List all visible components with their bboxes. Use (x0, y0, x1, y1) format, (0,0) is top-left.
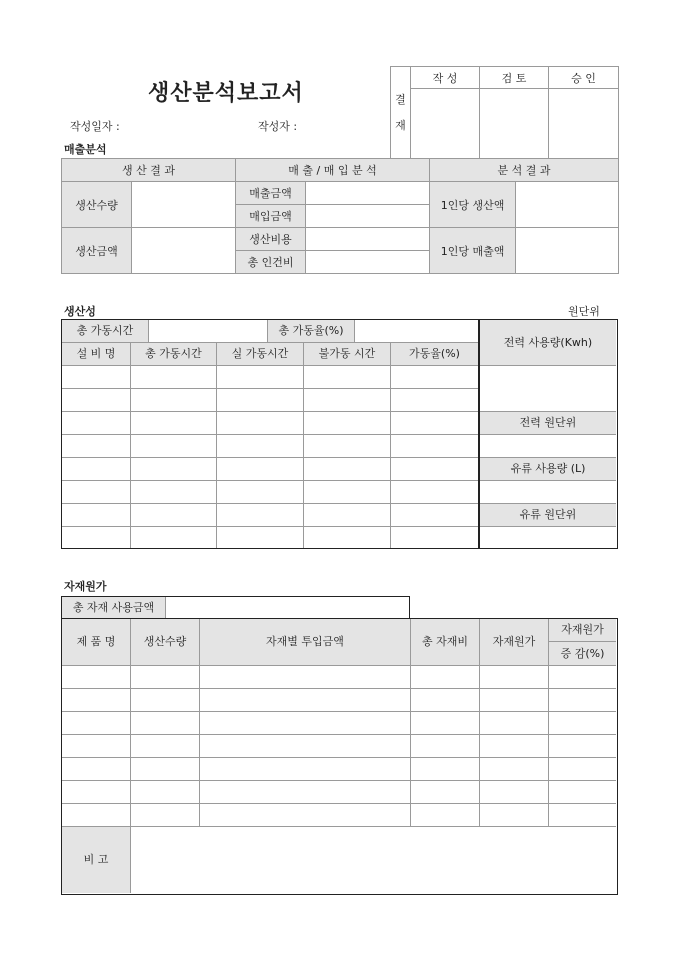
col-equipment-name: 설 비 명 (62, 343, 131, 366)
sales-amount-value[interactable] (306, 182, 430, 205)
col-total-time: 총 가동시간 (131, 343, 217, 366)
total-operating-time-label: 총 가동시간 (62, 320, 149, 343)
col-downtime: 불가동 시간 (304, 343, 391, 366)
oil-usage-label: 유류 사용량 (L) (480, 458, 616, 481)
sales-table (61, 158, 619, 274)
col-cost-change-top: 자재원가 (549, 619, 616, 642)
col-material-input: 자재별 투입금액 (200, 619, 411, 666)
table-row (62, 803, 616, 804)
approval-sign-approve[interactable] (549, 89, 619, 159)
table-row (62, 503, 478, 504)
col-product-name: 제 품 명 (62, 619, 131, 666)
approval-col-approve: 승 인 (549, 67, 619, 89)
approval-sign-author[interactable] (411, 89, 480, 159)
sales-header-analysis: 분 석 결 과 (430, 159, 619, 182)
power-usage-label: 전력 사용량(Kwh) (480, 320, 616, 366)
col-operating-rate: 가동율(%) (391, 343, 478, 366)
table-row (62, 757, 616, 758)
col-material-cost: 자재원가 (480, 619, 549, 666)
material-section-title: 자재원가 (64, 580, 107, 593)
approval-side-label: 결 재 (391, 67, 411, 159)
production-qty-label: 생산수량 (62, 182, 132, 228)
remarks-label: 비 고 (62, 827, 131, 893)
table-row (62, 711, 616, 712)
sales-section-title: 매출분석 (64, 143, 107, 156)
approval-table (390, 66, 619, 159)
table-row (62, 457, 478, 458)
power-unit-label: 전력 원단위 (480, 412, 616, 435)
sales-header-sales-purchase: 매 출 / 매 입 분 석 (236, 159, 430, 182)
author-label: 작성자 : (258, 120, 298, 133)
material-grid (61, 618, 618, 895)
production-amount-value[interactable] (132, 228, 236, 274)
page-title: 생산분석보고서 (148, 81, 304, 106)
oil-usage-value[interactable] (480, 481, 616, 504)
per-person-sales-label: 1인당 매출액 (430, 228, 516, 274)
table-row (62, 734, 616, 735)
material-total-value[interactable] (166, 597, 409, 618)
date-label: 작성일자 : (70, 120, 120, 133)
power-unit-value[interactable] (480, 435, 616, 458)
table-row (62, 526, 478, 527)
per-person-production-label: 1인당 생산액 (430, 182, 516, 228)
oil-unit-label: 유류 원단위 (480, 504, 616, 527)
table-row (62, 411, 478, 412)
sales-header-production: 생 산 결 과 (62, 159, 236, 182)
total-operating-time-value[interactable] (149, 320, 268, 343)
col-actual-time: 실 가동시간 (217, 343, 304, 366)
total-labor-value[interactable] (306, 251, 430, 274)
material-total-box (61, 596, 410, 618)
per-person-sales-value[interactable] (516, 228, 619, 274)
purchase-amount-label: 매입금액 (236, 205, 306, 228)
per-person-production-value[interactable] (516, 182, 619, 228)
sales-amount-label: 매출금액 (236, 182, 306, 205)
production-qty-value[interactable] (132, 182, 236, 228)
productivity-unit-label: 원단위 (568, 305, 600, 318)
col-cost-change-bottom: 증 감(%) (549, 642, 616, 666)
production-cost-label: 생산비용 (236, 228, 306, 251)
table-row (62, 780, 616, 781)
total-operating-rate-label: 총 가동율(%) (268, 320, 355, 343)
table-row (62, 688, 616, 689)
table-row (62, 434, 478, 435)
approval-sign-review[interactable] (480, 89, 549, 159)
table-row (62, 480, 478, 481)
total-labor-label: 총 인건비 (236, 251, 306, 274)
col-production-qty: 생산수량 (131, 619, 200, 666)
approval-col-author: 작 성 (411, 67, 480, 89)
remarks-value[interactable] (131, 827, 616, 893)
productivity-section-title: 생산성 (64, 305, 96, 318)
production-amount-label: 생산금액 (62, 228, 132, 274)
total-operating-rate-value[interactable] (355, 320, 478, 343)
production-cost-value[interactable] (306, 228, 430, 251)
approval-col-review: 검 토 (480, 67, 549, 89)
oil-unit-value[interactable] (480, 527, 616, 548)
table-row (62, 388, 478, 389)
material-total-label: 총 자재 사용금액 (62, 597, 166, 618)
col-total-material: 총 자재비 (411, 619, 480, 666)
productivity-grid (61, 319, 618, 549)
purchase-amount-value[interactable] (306, 205, 430, 228)
power-usage-value[interactable] (480, 366, 616, 412)
